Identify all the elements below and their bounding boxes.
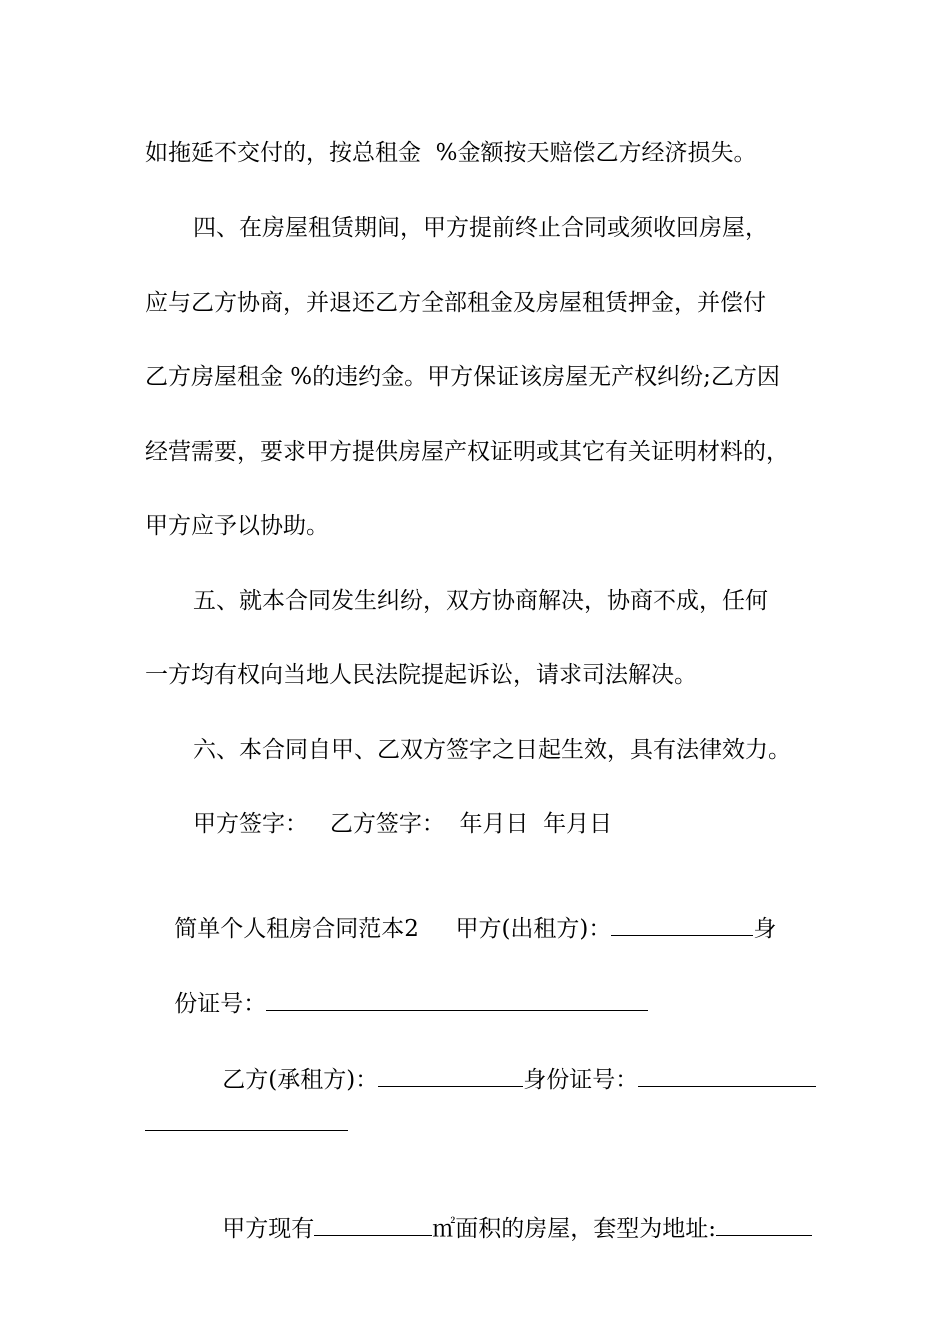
id-number-label: 身份证号： [523, 1067, 639, 1093]
text-fragment: 身 [753, 916, 777, 942]
blank-field [716, 1215, 812, 1236]
text-line: 一方均有权向当地人民法院提起诉讼，请求司法解决。 [145, 662, 697, 688]
party-b-label: 乙方(承租方)： [222, 1067, 379, 1093]
contract-title-and-party-a: 简单个人租房合同范本2 甲方(出租方)： [174, 916, 612, 942]
text-line: 四、在房屋租赁期间，甲方提前终止合同或须收回房屋， [193, 215, 768, 241]
text-line [193, 1035, 816, 1093]
text-line: 五、就本合同发生纠纷，双方协商解决，协商不成，任何 [193, 588, 768, 614]
text-line [145, 884, 777, 942]
blank-field [638, 1066, 816, 1087]
text-line: 经营需要，要求甲方提供房屋产权证明或其它有关证明材料的， [145, 439, 789, 465]
blank-field [314, 1215, 432, 1236]
blank-field [611, 915, 753, 936]
text-line: 应与乙方协商，并退还乙方全部租金及房屋租赁押金，并偿付 [145, 290, 766, 316]
text-line [145, 959, 648, 1017]
blank-field [378, 1066, 523, 1087]
text-line: 六、本合同自甲、乙双方签字之日起生效，具有法律效力。 [193, 737, 791, 763]
blank-field [266, 990, 648, 1011]
text-fragment: ㎡面积的房屋，套型为地址: [432, 1216, 716, 1242]
signature-line: 甲方签字： 乙方签字： 年月日 年月日 [193, 811, 613, 837]
text-line: 如拖延不交付的，按总租金 %金额按天赔偿乙方经济损失。 [145, 140, 757, 166]
text-line: 乙方房屋租金 %的违约金。甲方保证该房屋无产权纠纷;乙方因 [145, 364, 780, 390]
text-line [193, 1184, 812, 1242]
blank-field [145, 1130, 348, 1131]
id-number-label: 份证号： [174, 991, 267, 1017]
text-line: 甲方应予以协助。 [145, 513, 329, 539]
text-fragment: 甲方现有 [222, 1216, 315, 1242]
